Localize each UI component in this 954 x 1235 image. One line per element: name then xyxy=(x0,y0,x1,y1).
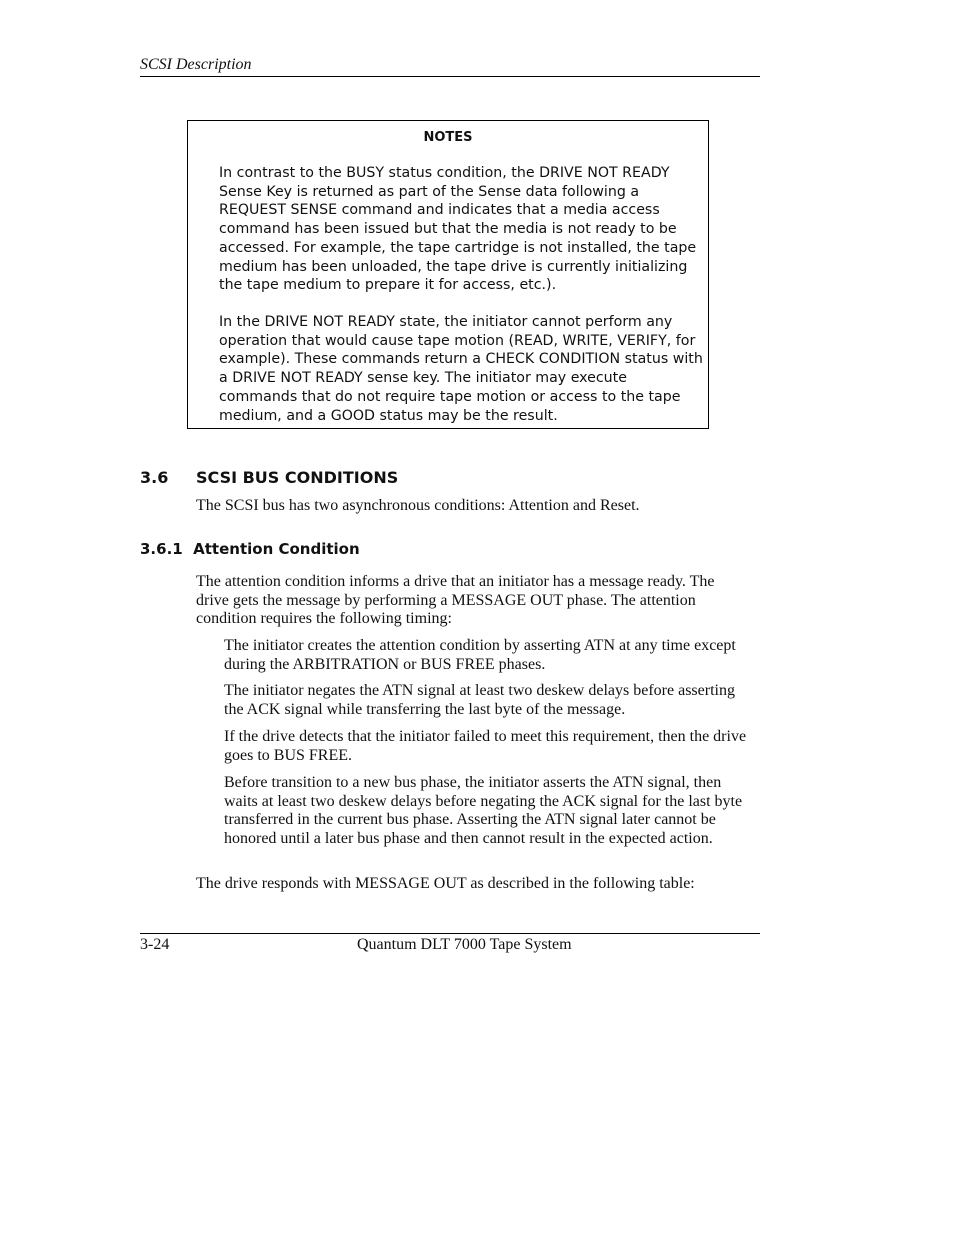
header-rule xyxy=(140,76,760,77)
timing-item-2: The initiator negates the ATN signal at least two deskew delays before asserting the ACK signal while transferring the last byte of the message. xyxy=(224,682,735,718)
subsection-title: 3.6.1 Attention Condition xyxy=(140,540,360,558)
section-title: SCSI BUS CONDITIONS xyxy=(196,468,399,487)
section-number: 3.6 xyxy=(140,468,169,487)
timing-item-1: The initiator creates the attention condition by asserting ATN at any time except during the ARBITRATION or BUS FREE phases. xyxy=(224,637,736,673)
running-header: SCSI Description xyxy=(140,56,252,73)
page-number: 3-24 xyxy=(140,936,170,953)
notes-paragraph-2: In the DRIVE NOT READY state, the initiator cannot perform any operation that would cause tape motion (READ, WRITE, VERIFY, for example). These commands return a CHECK CONDITION status with a DRIVE NOT READY sense key. The initiator may execute commands that do not require tape motion or access to the tape medium, and a GOOD status may be the result. xyxy=(219,314,703,424)
timing-item-4: Before transition to a new bus phase, the initiator asserts the ATN signal, then waits at least two deskew delays before negating the ACK signal for the last byte transferred in the current bus phase. Asserting the ATN signal later cannot be honored until a later bus phase and then cannot result in the expected action. xyxy=(224,774,743,848)
footer-rule xyxy=(140,933,760,934)
closing-text: The drive responds with MESSAGE OUT as described in the following table: xyxy=(196,875,695,892)
section-intro: The SCSI bus has two asynchronous conditions: Attention and Reset. xyxy=(196,497,640,514)
subsection-intro: The attention condition informs a drive that an initiator has a message ready. The drive gets the message by performing a MESSAGE OUT phase. The attention condition requires the following timing: xyxy=(196,573,715,628)
notes-title: NOTES xyxy=(423,130,473,145)
footer-document-title: Quantum DLT 7000 Tape System xyxy=(357,936,572,953)
timing-item-3: If the drive detects that the initiator failed to meet this requirement, then the drive goes to BUS FREE. xyxy=(224,728,747,764)
notes-box xyxy=(187,120,709,429)
notes-paragraph-1: In contrast to the BUSY status condition, the DRIVE NOT READY Sense Key is returned as part of the Sense data following a REQUEST SENSE command and indicates that a media access command has been issued but that the media is not ready to be accessed. For example, the tape cartridge is not installed, the tape medium has been unloaded, the tape drive is currently initializing the tape medium to prepare it for access, etc.). xyxy=(219,165,697,294)
